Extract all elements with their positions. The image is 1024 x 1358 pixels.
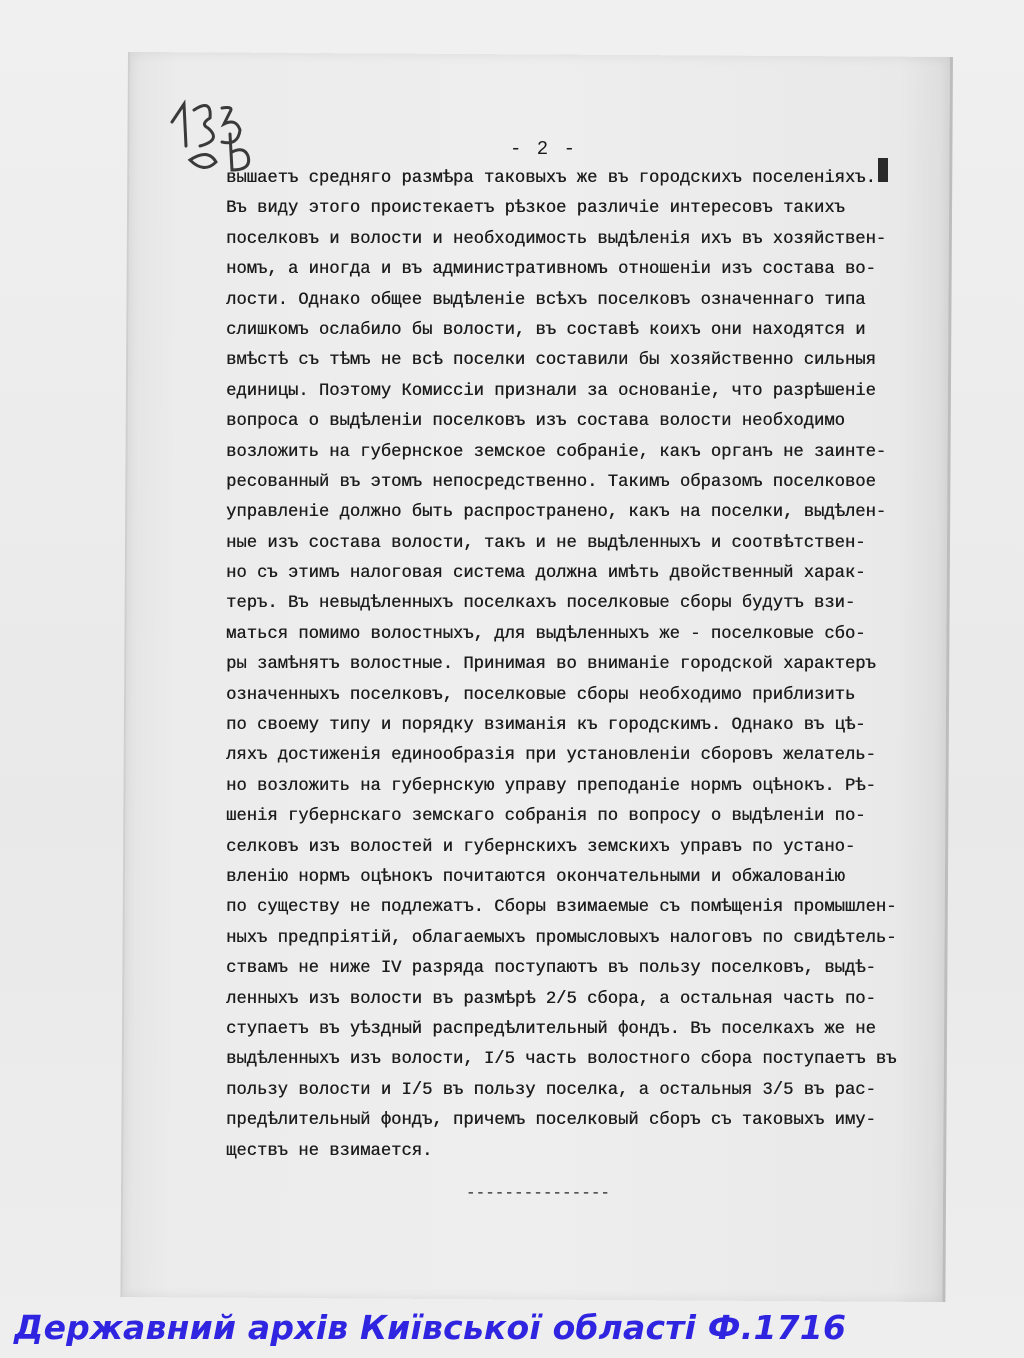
text-line: вмѣстѣ съ тѣмъ не всѣ поселки составили бы хозяйственно сильныя bbox=[226, 351, 876, 371]
text-line: означенныхъ поселковъ, поселковые сборы необходимо приблизить bbox=[226, 685, 856, 705]
text-line: вопроса о выдѣленіи поселковъ изъ состава волости необходимо bbox=[226, 412, 845, 432]
text-line: но возложить на губернскую управу преподаніе нормъ оцѣнокъ. Рѣ- bbox=[226, 776, 876, 796]
text-line: ствамъ не ниже IV разряда поступаютъ въ пользу поселковъ, выдѣ- bbox=[226, 959, 876, 979]
text-line: номъ, а иногда и въ административномъ отношеніи изъ состава во- bbox=[226, 260, 876, 280]
text-line: ступаетъ въ уѣздный распредѣлительный фондъ. Въ поселкахъ же не bbox=[226, 1019, 876, 1039]
text-line: ресованный въ этомъ непосредственно. Такимъ образомъ поселковое bbox=[226, 472, 876, 492]
text-line: управленіе должно быть распространено, какъ на поселки, выдѣлен- bbox=[226, 503, 887, 523]
text-line: выдѣленныхъ изъ волости, I/5 часть волостного сбора поступаетъ въ bbox=[226, 1050, 897, 1070]
text-line: предѣлительный фондъ, причемъ поселковый сборъ съ таковыхъ иму- bbox=[226, 1111, 876, 1131]
text-line: ществъ не взимается. bbox=[226, 1141, 433, 1161]
text-line: возложить на губернское земское собраніе, какъ органъ не заинте- bbox=[226, 442, 887, 462]
text-line: ленныхъ изъ волости въ размѣрѣ 2/5 сбора, а остальная часть по- bbox=[226, 989, 876, 1009]
text-line: ные изъ состава волости, такъ и не выдѣленныхъ и соотвѣтствен- bbox=[226, 533, 866, 553]
archive-watermark: Державний архів Київської області Ф.1716 bbox=[14, 1308, 847, 1347]
text-line: шенія губернскаго земскаго собранія по вопросу о выдѣленіи по- bbox=[226, 807, 866, 827]
text-line: ляхъ достиженія единообразія при установленіи сборовъ желатель- bbox=[226, 746, 876, 766]
text-line: поселковъ и волости и необходимость выдѣленія ихъ въ хозяйствен- bbox=[226, 229, 887, 249]
text-line: вленію нормъ оцѣнокъ почитаются окончательными и обжалованію bbox=[226, 867, 845, 887]
text-line: селковъ изъ волостей и губернскихъ земскихъ управъ по устано- bbox=[226, 837, 856, 857]
text-line: маться помимо волостныхъ, для выдѣленныхъ же - поселковые сбо- bbox=[226, 624, 866, 644]
text-line: ры замѣнятъ волостные. Принимая во вниманіе городской характеръ bbox=[226, 655, 876, 675]
text-line: пользу волости и I/5 въ пользу поселка, а остальныя 3/5 въ рас- bbox=[226, 1080, 876, 1100]
text-line: лости. Однако общее выдѣленіе всѣхъ поселковъ означеннаго типа bbox=[226, 290, 866, 310]
typed-body-text bbox=[226, 164, 896, 1167]
text-line: слишкомъ ослабило бы волости, въ составѣ коихъ они находятся и bbox=[226, 320, 866, 340]
text-line: ныхъ предпріятій, облагаемыхъ промысловыхъ налоговъ по свидѣтель- bbox=[226, 928, 897, 948]
text-line: но съ этимъ налоговая система должна имѣть двойственный харак- bbox=[226, 564, 866, 584]
end-divider: --------------- bbox=[466, 1184, 611, 1202]
text-line: единицы. Поэтому Комиссіи признали за основаніе, что разрѣшеніе bbox=[226, 381, 876, 401]
text-line: по существу не подлежатъ. Сборы взимаемые съ помѣщенія промышлен- bbox=[226, 898, 897, 918]
page-number: - 2 - bbox=[510, 138, 578, 160]
text-line: вышаетъ средняго размѣра таковыхъ же въ городскихъ поселеніяхъ. bbox=[226, 169, 876, 188]
text-line: Въ виду этого проистекаетъ рѣзкое различіе интересовъ такихъ bbox=[226, 199, 845, 219]
text-line: по своему типу и порядку взиманія къ городскимъ. Однако въ цѣ- bbox=[226, 716, 866, 736]
text-line: теръ. Въ невыдѣленныхъ поселкахъ поселковые сборы будутъ взи- bbox=[226, 594, 856, 614]
